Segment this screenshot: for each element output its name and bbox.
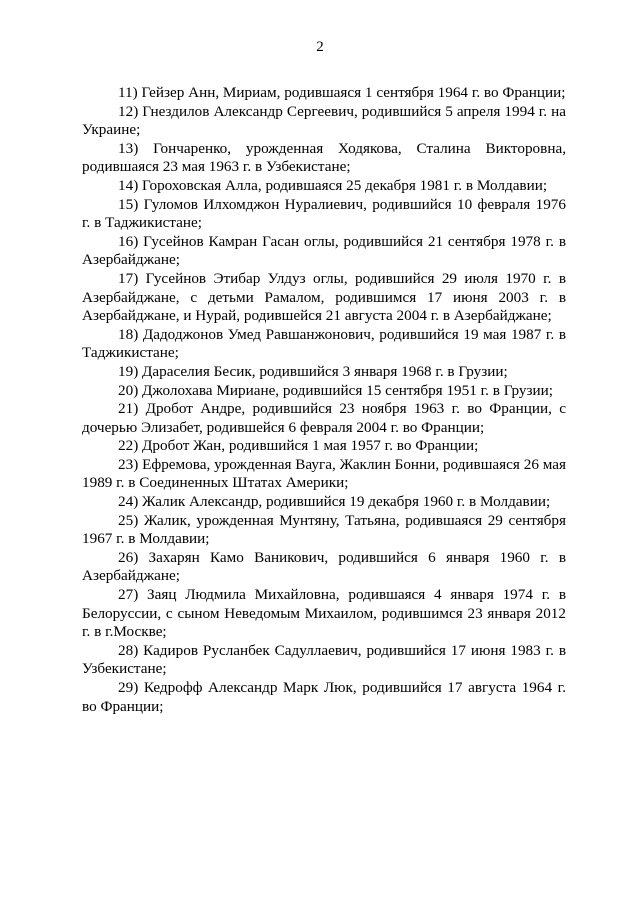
list-item: 11) Гейзер Анн, Мириам, родившаяся 1 сентября 1964 г. во Франции; (118, 84, 566, 101)
list-item: 18) Дадоджонов Умед Равшанжонович, родившийся 19 мая 1987 г. в Таджикистане; (82, 325, 566, 362)
page-number: 2 (316, 39, 324, 55)
list-item: 28) Кадиров Русланбек Садуллаевич, родившийся 17 июня 1983 г. в Узбекистане; (82, 641, 566, 678)
entry-list (82, 84, 566, 716)
list-item: 24) Жалик Александр, родившийся 19 декабря 1960 г. в Молдавии; (118, 493, 551, 511)
list-item: 23) Ефремова, урожденная Вауга, Жаклин Бонни, родившаяся 26 мая 1989 г. в Соединенных Штатах Америки; (82, 455, 566, 492)
list-item: 21) Дробот Андре, родившийся 23 ноября 1963 г. во Франции, с дочерью Элизабет, родившейся 6 февраля 2004 г. во Франции; (82, 400, 566, 436)
list-item: 12) Гнездилов Александр Сергеевич, родившийся 5 апреля 1994 г. на Украине; (82, 102, 566, 139)
list-item: 27) Заяц Людмила Михайловна, родившаяся 4 января 1974 г. в Белоруссии, с сыном Неведомым Михаилом, родившимся 23 января 2012 г. в г.Москве; (82, 586, 566, 641)
list-item: 15) Гуломов Илхомджон Нуралиевич, родившийся 10 февраля 1976 г. в Таджикистане; (82, 195, 566, 232)
list-item: 17) Гусейнов Этибар Улдуз оглы, родившийся 29 июля 1970 г. в Азербайджане, с детьми Рамалом, родившимся 17 июня 2003 г. в Азербайджане, и Нурай, родившейся 21 августа 2004 г. в Азербайджане; (82, 269, 566, 325)
list-item: 22) Дробот Жан, родившийся 1 мая 1957 г. во Франции; (118, 437, 479, 455)
list-item: 25) Жалик, урожденная Мунтяну, Татьяна, родившаяся 29 сентября 1967 г. в Молдавии; (82, 511, 566, 548)
list-item: 20) Джолохава Мириане, родившийся 15 сентября 1951 г. в Грузии; (118, 381, 553, 399)
list-item: 13) Гончаренко, урожденная Ходякова, Сталина Викторовна, родившаяся 23 мая 1963 г. в Узбекистане; (82, 139, 566, 176)
list-item: 26) Захарян Камо Ваникович, родившийся 6 января 1960 г. в Азербайджане; (82, 548, 566, 585)
list-item: 29) Кедрофф Александр Марк Люк, родившийся 17 августа 1964 г. во Франции; (82, 679, 566, 715)
list-item: 14) Гороховская Алла, родившаяся 25 декабря 1981 г. в Молдавии; (118, 176, 548, 194)
list-item: 19) Дараселия Бесик, родившийся 3 января 1968 г. в Грузии; (118, 362, 508, 380)
list-item: 16) Гусейнов Камран Гасан оглы, родившийся 21 сентября 1978 г. в Азербайджане; (82, 232, 566, 269)
